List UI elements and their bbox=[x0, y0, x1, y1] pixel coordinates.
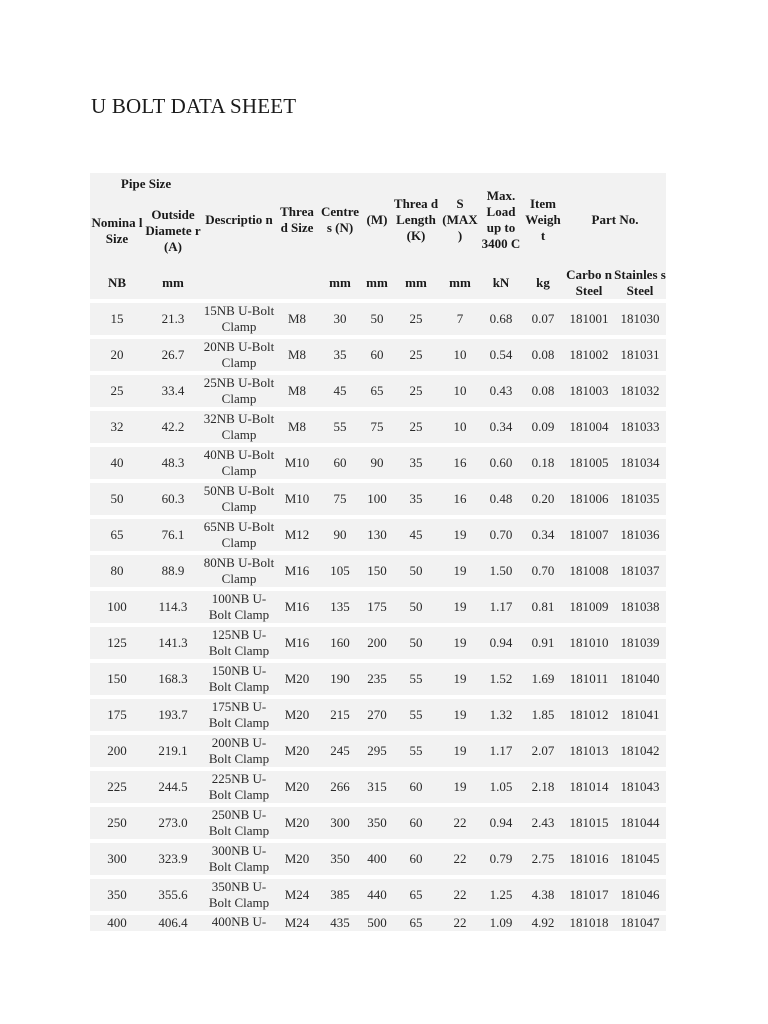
cell-nominal-size: 300 bbox=[90, 843, 144, 879]
cell-stainless-steel: 181031 bbox=[614, 339, 666, 375]
cell-thread-length: 35 bbox=[392, 483, 440, 519]
cell-outside-diameter: 21.3 bbox=[144, 303, 202, 339]
cell-max-load: 1.52 bbox=[480, 663, 522, 699]
cell-outside-diameter: 193.7 bbox=[144, 699, 202, 735]
cell-carbon-steel: 181002 bbox=[564, 339, 614, 375]
cell-description: 100NB U-Bolt Clamp bbox=[202, 591, 276, 627]
cell-s-max: 7 bbox=[440, 303, 480, 339]
cell-centres: 45 bbox=[318, 375, 362, 411]
cell-carbon-steel: 181005 bbox=[564, 447, 614, 483]
cell-thread-size: M20 bbox=[276, 807, 318, 843]
cell-m: 235 bbox=[362, 663, 392, 699]
cell-s-max: 22 bbox=[440, 807, 480, 843]
cell-stainless-steel: 181045 bbox=[614, 843, 666, 879]
cell-max-load: 0.60 bbox=[480, 447, 522, 483]
cell-nominal-size: 200 bbox=[90, 735, 144, 771]
cell-item-weight: 0.81 bbox=[522, 591, 564, 627]
cell-max-load: 1.25 bbox=[480, 879, 522, 915]
cell-s-max: 19 bbox=[440, 591, 480, 627]
cell-item-weight: 0.07 bbox=[522, 303, 564, 339]
cell-stainless-steel: 181037 bbox=[614, 555, 666, 591]
cell-stainless-steel: 181047 bbox=[614, 915, 666, 931]
cell-thread-size: M10 bbox=[276, 483, 318, 519]
cell-outside-diameter: 219.1 bbox=[144, 735, 202, 771]
cell-centres: 160 bbox=[318, 627, 362, 663]
cell-thread-length: 45 bbox=[392, 519, 440, 555]
cell-item-weight: 0.09 bbox=[522, 411, 564, 447]
cell-nominal-size: 150 bbox=[90, 663, 144, 699]
cell-outside-diameter: 114.3 bbox=[144, 591, 202, 627]
cell-stainless-steel: 181044 bbox=[614, 807, 666, 843]
cell-m: 100 bbox=[362, 483, 392, 519]
cell-centres: 300 bbox=[318, 807, 362, 843]
table-row bbox=[90, 339, 666, 375]
cell-description: 80NB U-Bolt Clamp bbox=[202, 555, 276, 591]
cell-outside-diameter: 141.3 bbox=[144, 627, 202, 663]
cell-stainless-steel: 181041 bbox=[614, 699, 666, 735]
cell-thread-length: 55 bbox=[392, 663, 440, 699]
cell-thread-size: M20 bbox=[276, 735, 318, 771]
unit-thread-length: mm bbox=[392, 267, 440, 303]
cell-thread-length: 65 bbox=[392, 915, 440, 931]
cell-nominal-size: 65 bbox=[90, 519, 144, 555]
page-title: U BOLT DATA SHEET bbox=[91, 94, 297, 118]
table-row bbox=[90, 879, 666, 915]
unit-description bbox=[202, 267, 276, 303]
cell-centres: 266 bbox=[318, 771, 362, 807]
cell-m: 200 bbox=[362, 627, 392, 663]
cell-s-max: 19 bbox=[440, 663, 480, 699]
cell-carbon-steel: 181003 bbox=[564, 375, 614, 411]
table-row bbox=[90, 303, 666, 339]
cell-centres: 55 bbox=[318, 411, 362, 447]
cell-item-weight: 0.08 bbox=[522, 375, 564, 411]
cell-nominal-size: 80 bbox=[90, 555, 144, 591]
cell-s-max: 19 bbox=[440, 555, 480, 591]
cell-description: 150NB U-Bolt Clamp bbox=[202, 663, 276, 699]
cell-max-load: 1.09 bbox=[480, 915, 522, 931]
cell-stainless-steel: 181042 bbox=[614, 735, 666, 771]
cell-thread-length: 50 bbox=[392, 627, 440, 663]
cell-thread-length: 65 bbox=[392, 879, 440, 915]
table-row bbox=[90, 627, 666, 663]
cell-outside-diameter: 355.6 bbox=[144, 879, 202, 915]
cell-carbon-steel: 181012 bbox=[564, 699, 614, 735]
cell-m: 350 bbox=[362, 807, 392, 843]
header-pipe-size: Pipe Size bbox=[90, 173, 202, 195]
table-row bbox=[90, 735, 666, 771]
header-carbon-steel: Carbo n Steel bbox=[564, 267, 614, 303]
cell-item-weight: 0.70 bbox=[522, 555, 564, 591]
cell-centres: 30 bbox=[318, 303, 362, 339]
cell-centres: 385 bbox=[318, 879, 362, 915]
unit-od: mm bbox=[144, 267, 202, 303]
cell-description: 300NB U-Bolt Clamp bbox=[202, 843, 276, 879]
cell-item-weight: 0.20 bbox=[522, 483, 564, 519]
cell-thread-size: M12 bbox=[276, 519, 318, 555]
cell-carbon-steel: 181013 bbox=[564, 735, 614, 771]
cell-item-weight: 4.92 bbox=[522, 915, 564, 931]
header-item-weight: Item Weigh t bbox=[522, 173, 564, 267]
table-row bbox=[90, 519, 666, 555]
cell-max-load: 1.17 bbox=[480, 591, 522, 627]
cell-m: 440 bbox=[362, 879, 392, 915]
cell-centres: 245 bbox=[318, 735, 362, 771]
cell-carbon-steel: 181011 bbox=[564, 663, 614, 699]
cell-thread-size: M16 bbox=[276, 591, 318, 627]
cell-nominal-size: 25 bbox=[90, 375, 144, 411]
cell-outside-diameter: 168.3 bbox=[144, 663, 202, 699]
cell-stainless-steel: 181038 bbox=[614, 591, 666, 627]
table-body bbox=[90, 303, 666, 931]
cell-description: 25NB U-Bolt Clamp bbox=[202, 375, 276, 411]
unit-s: mm bbox=[440, 267, 480, 303]
cell-description: 125NB U-Bolt Clamp bbox=[202, 627, 276, 663]
cell-description: 32NB U-Bolt Clamp bbox=[202, 411, 276, 447]
cell-max-load: 0.34 bbox=[480, 411, 522, 447]
table-header bbox=[90, 173, 666, 303]
header-max-load: Max. Load up to 3400 C bbox=[480, 173, 522, 267]
cell-item-weight: 0.18 bbox=[522, 447, 564, 483]
cell-thread-length: 35 bbox=[392, 447, 440, 483]
table-row bbox=[90, 807, 666, 843]
header-thread-size: Threa d Size bbox=[276, 173, 318, 267]
table-row bbox=[90, 483, 666, 519]
cell-carbon-steel: 181017 bbox=[564, 879, 614, 915]
cell-max-load: 1.50 bbox=[480, 555, 522, 591]
cell-s-max: 19 bbox=[440, 627, 480, 663]
cell-description: 350NB U-Bolt Clamp bbox=[202, 879, 276, 915]
cell-s-max: 22 bbox=[440, 843, 480, 879]
cell-m: 90 bbox=[362, 447, 392, 483]
cell-thread-size: M16 bbox=[276, 555, 318, 591]
cell-outside-diameter: 406.4 bbox=[144, 915, 202, 931]
cell-item-weight: 0.34 bbox=[522, 519, 564, 555]
cell-nominal-size: 250 bbox=[90, 807, 144, 843]
cell-outside-diameter: 88.9 bbox=[144, 555, 202, 591]
cell-m: 500 bbox=[362, 915, 392, 931]
cell-stainless-steel: 181032 bbox=[614, 375, 666, 411]
cell-carbon-steel: 181018 bbox=[564, 915, 614, 931]
cell-m: 400 bbox=[362, 843, 392, 879]
cell-nominal-size: 350 bbox=[90, 879, 144, 915]
cell-max-load: 0.94 bbox=[480, 807, 522, 843]
unit-thread-size bbox=[276, 267, 318, 303]
cell-max-load: 0.54 bbox=[480, 339, 522, 375]
table-row bbox=[90, 915, 666, 931]
header-s-max: S (MAX ) bbox=[440, 173, 480, 267]
cell-description: 65NB U-Bolt Clamp bbox=[202, 519, 276, 555]
header-thread-length: Threa d Length (K) bbox=[392, 173, 440, 267]
cell-stainless-steel: 181034 bbox=[614, 447, 666, 483]
cell-thread-length: 60 bbox=[392, 843, 440, 879]
cell-centres: 75 bbox=[318, 483, 362, 519]
cell-outside-diameter: 244.5 bbox=[144, 771, 202, 807]
unit-weight: kg bbox=[522, 267, 564, 303]
table-row bbox=[90, 843, 666, 879]
cell-centres: 60 bbox=[318, 447, 362, 483]
cell-s-max: 19 bbox=[440, 771, 480, 807]
header-description: Descriptio n bbox=[202, 173, 276, 267]
cell-m: 60 bbox=[362, 339, 392, 375]
unit-nominal: NB bbox=[90, 267, 144, 303]
cell-max-load: 1.17 bbox=[480, 735, 522, 771]
cell-m: 75 bbox=[362, 411, 392, 447]
cell-description: 40NB U-Bolt Clamp bbox=[202, 447, 276, 483]
cell-m: 270 bbox=[362, 699, 392, 735]
cell-centres: 215 bbox=[318, 699, 362, 735]
cell-item-weight: 2.75 bbox=[522, 843, 564, 879]
cell-centres: 350 bbox=[318, 843, 362, 879]
cell-stainless-steel: 181046 bbox=[614, 879, 666, 915]
cell-centres: 90 bbox=[318, 519, 362, 555]
cell-s-max: 10 bbox=[440, 375, 480, 411]
cell-item-weight: 2.18 bbox=[522, 771, 564, 807]
cell-stainless-steel: 181043 bbox=[614, 771, 666, 807]
cell-m: 150 bbox=[362, 555, 392, 591]
unit-centres: mm bbox=[318, 267, 362, 303]
cell-nominal-size: 225 bbox=[90, 771, 144, 807]
cell-m: 315 bbox=[362, 771, 392, 807]
cell-description: 175NB U-Bolt Clamp bbox=[202, 699, 276, 735]
cell-max-load: 1.05 bbox=[480, 771, 522, 807]
cell-thread-size: M10 bbox=[276, 447, 318, 483]
cell-thread-size: M24 bbox=[276, 915, 318, 931]
cell-thread-length: 60 bbox=[392, 807, 440, 843]
cell-outside-diameter: 76.1 bbox=[144, 519, 202, 555]
cell-description: 250NB U-Bolt Clamp bbox=[202, 807, 276, 843]
cell-thread-length: 25 bbox=[392, 339, 440, 375]
cell-s-max: 16 bbox=[440, 483, 480, 519]
cell-thread-length: 50 bbox=[392, 591, 440, 627]
header-nominal-size: Nomina l Size bbox=[90, 195, 144, 267]
cell-outside-diameter: 60.3 bbox=[144, 483, 202, 519]
cell-thread-length: 25 bbox=[392, 375, 440, 411]
cell-carbon-steel: 181007 bbox=[564, 519, 614, 555]
table-row bbox=[90, 771, 666, 807]
cell-nominal-size: 32 bbox=[90, 411, 144, 447]
cell-m: 65 bbox=[362, 375, 392, 411]
cell-nominal-size: 50 bbox=[90, 483, 144, 519]
header-stainless-steel: Stainles s Steel bbox=[614, 267, 666, 303]
cell-stainless-steel: 181039 bbox=[614, 627, 666, 663]
table-row bbox=[90, 555, 666, 591]
cell-s-max: 16 bbox=[440, 447, 480, 483]
cell-s-max: 10 bbox=[440, 339, 480, 375]
cell-thread-size: M16 bbox=[276, 627, 318, 663]
cell-centres: 135 bbox=[318, 591, 362, 627]
header-m: (M) bbox=[362, 173, 392, 267]
cell-stainless-steel: 181035 bbox=[614, 483, 666, 519]
cell-thread-size: M20 bbox=[276, 771, 318, 807]
cell-max-load: 0.70 bbox=[480, 519, 522, 555]
table-row bbox=[90, 699, 666, 735]
cell-stainless-steel: 181030 bbox=[614, 303, 666, 339]
cell-carbon-steel: 181006 bbox=[564, 483, 614, 519]
table-row bbox=[90, 447, 666, 483]
cell-thread-length: 55 bbox=[392, 699, 440, 735]
cell-nominal-size: 400 bbox=[90, 915, 144, 931]
cell-m: 50 bbox=[362, 303, 392, 339]
cell-max-load: 0.68 bbox=[480, 303, 522, 339]
cell-carbon-steel: 181001 bbox=[564, 303, 614, 339]
cell-outside-diameter: 48.3 bbox=[144, 447, 202, 483]
cell-outside-diameter: 273.0 bbox=[144, 807, 202, 843]
cell-description: 15NB U-Bolt Clamp bbox=[202, 303, 276, 339]
cell-m: 295 bbox=[362, 735, 392, 771]
table-row bbox=[90, 375, 666, 411]
unit-m: mm bbox=[362, 267, 392, 303]
cell-outside-diameter: 323.9 bbox=[144, 843, 202, 879]
cell-thread-size: M8 bbox=[276, 339, 318, 375]
cell-max-load: 0.94 bbox=[480, 627, 522, 663]
table-row bbox=[90, 591, 666, 627]
cell-item-weight: 1.69 bbox=[522, 663, 564, 699]
cell-thread-length: 25 bbox=[392, 411, 440, 447]
cell-description: 400NB U- bbox=[202, 915, 276, 931]
cell-carbon-steel: 181009 bbox=[564, 591, 614, 627]
cell-thread-size: M8 bbox=[276, 303, 318, 339]
cell-outside-diameter: 26.7 bbox=[144, 339, 202, 375]
cell-item-weight: 4.38 bbox=[522, 879, 564, 915]
cell-s-max: 10 bbox=[440, 411, 480, 447]
cell-item-weight: 0.08 bbox=[522, 339, 564, 375]
cell-max-load: 0.79 bbox=[480, 843, 522, 879]
cell-stainless-steel: 181040 bbox=[614, 663, 666, 699]
cell-description: 50NB U-Bolt Clamp bbox=[202, 483, 276, 519]
cell-s-max: 22 bbox=[440, 879, 480, 915]
cell-stainless-steel: 181033 bbox=[614, 411, 666, 447]
cell-max-load: 0.48 bbox=[480, 483, 522, 519]
cell-thread-length: 55 bbox=[392, 735, 440, 771]
cell-thread-size: M8 bbox=[276, 411, 318, 447]
cell-s-max: 22 bbox=[440, 915, 480, 931]
cell-thread-length: 60 bbox=[392, 771, 440, 807]
cell-carbon-steel: 181010 bbox=[564, 627, 614, 663]
cell-thread-length: 50 bbox=[392, 555, 440, 591]
cell-nominal-size: 15 bbox=[90, 303, 144, 339]
cell-centres: 35 bbox=[318, 339, 362, 375]
u-bolt-data-table bbox=[90, 173, 666, 931]
cell-s-max: 19 bbox=[440, 699, 480, 735]
cell-nominal-size: 175 bbox=[90, 699, 144, 735]
cell-item-weight: 0.91 bbox=[522, 627, 564, 663]
header-centres: Centre s (N) bbox=[318, 173, 362, 267]
cell-nominal-size: 125 bbox=[90, 627, 144, 663]
cell-description: 225NB U-Bolt Clamp bbox=[202, 771, 276, 807]
cell-m: 130 bbox=[362, 519, 392, 555]
cell-stainless-steel: 181036 bbox=[614, 519, 666, 555]
cell-m: 175 bbox=[362, 591, 392, 627]
header-outside-diameter: Outside Diamete r (A) bbox=[144, 195, 202, 267]
cell-thread-length: 25 bbox=[392, 303, 440, 339]
cell-thread-size: M20 bbox=[276, 843, 318, 879]
cell-item-weight: 2.07 bbox=[522, 735, 564, 771]
header-part-no: Part No. bbox=[564, 173, 666, 267]
cell-thread-size: M20 bbox=[276, 663, 318, 699]
cell-item-weight: 1.85 bbox=[522, 699, 564, 735]
cell-s-max: 19 bbox=[440, 735, 480, 771]
cell-thread-size: M24 bbox=[276, 879, 318, 915]
cell-outside-diameter: 33.4 bbox=[144, 375, 202, 411]
cell-description: 20NB U-Bolt Clamp bbox=[202, 339, 276, 375]
cell-outside-diameter: 42.2 bbox=[144, 411, 202, 447]
cell-max-load: 0.43 bbox=[480, 375, 522, 411]
cell-thread-size: M20 bbox=[276, 699, 318, 735]
cell-item-weight: 2.43 bbox=[522, 807, 564, 843]
cell-centres: 435 bbox=[318, 915, 362, 931]
cell-centres: 190 bbox=[318, 663, 362, 699]
cell-thread-size: M8 bbox=[276, 375, 318, 411]
cell-centres: 105 bbox=[318, 555, 362, 591]
cell-carbon-steel: 181014 bbox=[564, 771, 614, 807]
cell-description: 200NB U-Bolt Clamp bbox=[202, 735, 276, 771]
unit-load: kN bbox=[480, 267, 522, 303]
cell-carbon-steel: 181004 bbox=[564, 411, 614, 447]
cell-carbon-steel: 181016 bbox=[564, 843, 614, 879]
table-row bbox=[90, 411, 666, 447]
cell-max-load: 1.32 bbox=[480, 699, 522, 735]
cell-s-max: 19 bbox=[440, 519, 480, 555]
cell-carbon-steel: 181008 bbox=[564, 555, 614, 591]
cell-nominal-size: 40 bbox=[90, 447, 144, 483]
cell-nominal-size: 20 bbox=[90, 339, 144, 375]
cell-nominal-size: 100 bbox=[90, 591, 144, 627]
table-row bbox=[90, 663, 666, 699]
cell-carbon-steel: 181015 bbox=[564, 807, 614, 843]
